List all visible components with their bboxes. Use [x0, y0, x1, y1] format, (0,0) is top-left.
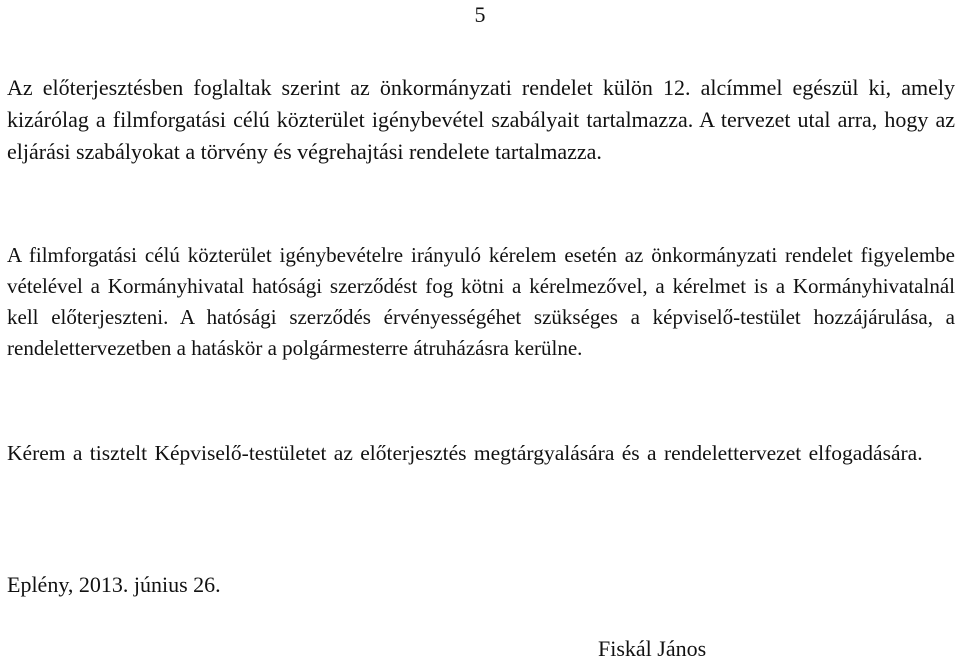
paragraph-proposal-summary: Az előterjesztésben foglaltak szerint az önkormányzati rendelet külön 12. alcímmel egészül ki, amely kizárólag a filmforgatási célú közterület igénybevétel szabályait tartalmazza. A tervezet utal arra, hogy az eljárási szabályokat a törvény és végrehajtási rendelete tartalmazza.: [7, 75, 955, 164]
signature-name: Fiskál János: [598, 636, 707, 661]
place-date: Eplény, 2013. június 26.: [7, 572, 221, 597]
paragraph-contract-procedure: A filmforgatási célú közterület igénybevételre irányuló kérelem esetén az önkormányzati rendelet figyelembe vételével a Kormányhivatal hatósági szerződést fog kötni a kérelmezővel, a kérelmet is a Kormányhivatalnál kell előterjeszteni. A hatósági szerződés érvényességéhet szükséges a képviselő-testület hozzájárulása, a rendelettervezetben a hatáskör a polgármesterre átruházásra kerülne.: [7, 243, 955, 360]
page-number: 5: [474, 2, 486, 27]
paragraph-request: Kérem a tisztelt Képviselő-testületet az előterjesztés megtárgyalására és a rendelettervezet elfogadására.: [7, 441, 923, 465]
